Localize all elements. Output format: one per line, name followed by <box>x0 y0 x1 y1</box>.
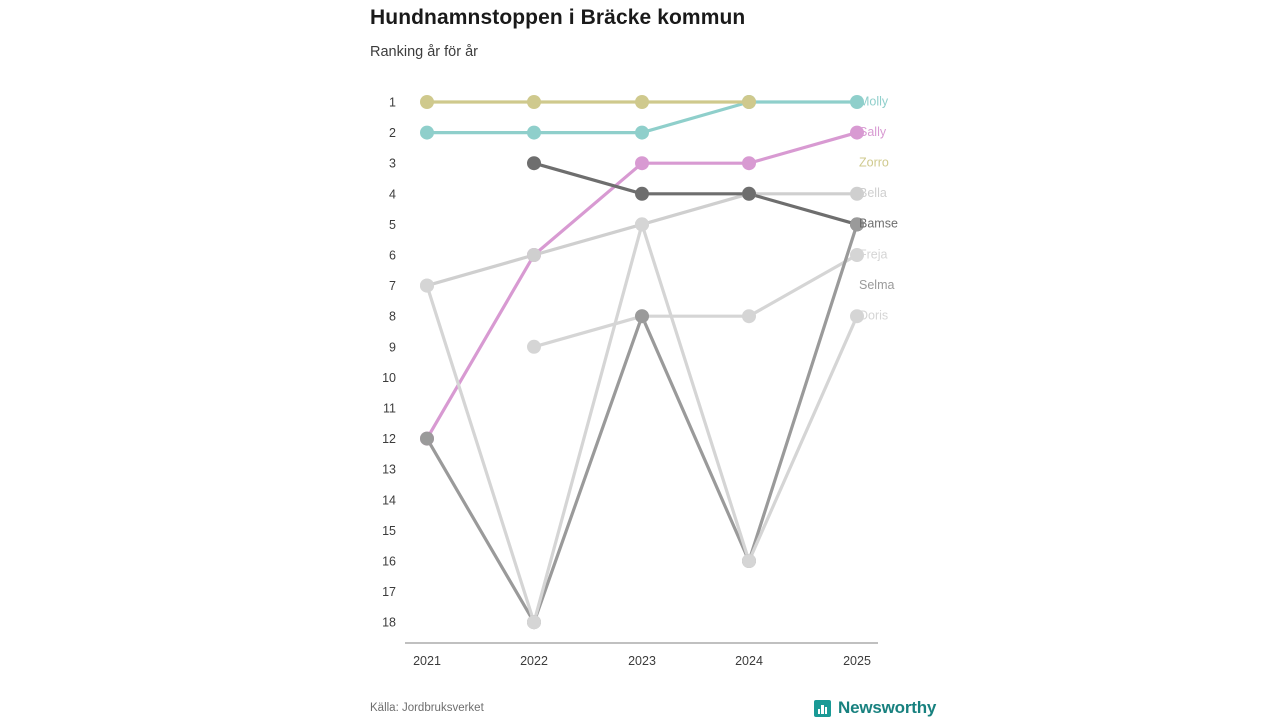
x-tick-label: 2025 <box>843 654 871 668</box>
y-tick-label: 18 <box>382 615 396 630</box>
y-tick-label: 13 <box>382 462 396 477</box>
page-title: Hundnamnstoppen i Bräcke kommun <box>370 6 746 29</box>
data-point <box>527 340 541 354</box>
series-label-molly: Molly <box>859 94 889 109</box>
x-axis-tick-labels <box>413 654 871 668</box>
data-point <box>635 187 649 201</box>
data-point <box>527 156 541 170</box>
data-point <box>527 615 541 629</box>
data-point <box>635 217 649 231</box>
data-point <box>635 126 649 140</box>
x-tick-label: 2022 <box>520 654 548 668</box>
series-line <box>427 133 857 439</box>
data-point <box>527 95 541 109</box>
series-label-selma: Selma <box>859 277 895 292</box>
brand-logo <box>814 698 936 718</box>
y-tick-label: 9 <box>389 340 396 355</box>
data-point <box>742 95 756 109</box>
y-tick-label: 7 <box>389 279 396 294</box>
y-tick-label: 15 <box>382 523 396 538</box>
y-tick-label: 2 <box>389 126 396 141</box>
source-note: Källa: Jordbruksverket <box>370 702 484 714</box>
y-axis-tick-labels <box>382 96 396 630</box>
data-point <box>635 156 649 170</box>
series-label-bella: Bella <box>859 186 887 201</box>
data-point <box>742 156 756 170</box>
series-label-zorro: Zorro <box>859 155 889 170</box>
x-tick-label: 2023 <box>628 654 656 668</box>
series-label-doris: Doris <box>859 308 889 323</box>
data-point <box>527 248 541 262</box>
y-tick-label: 4 <box>389 187 396 202</box>
page-subtitle: Ranking år för år <box>370 44 478 60</box>
data-point <box>742 554 756 568</box>
data-point <box>420 432 434 446</box>
y-tick-label: 6 <box>389 248 396 263</box>
y-tick-label: 1 <box>389 95 396 110</box>
y-tick-label: 3 <box>389 156 396 171</box>
y-tick-label: 10 <box>382 370 396 385</box>
series-label-sally: Sally <box>859 124 887 139</box>
series-label-freja: Freja <box>859 247 888 262</box>
y-tick-label: 16 <box>382 554 396 569</box>
y-tick-label: 14 <box>382 493 396 508</box>
data-point <box>420 95 434 109</box>
data-point <box>742 309 756 323</box>
y-tick-label: 17 <box>382 585 396 600</box>
x-tick-label: 2021 <box>413 654 441 668</box>
data-point <box>420 126 434 140</box>
data-point <box>635 309 649 323</box>
data-point <box>527 126 541 140</box>
series-line <box>534 255 857 347</box>
series-points <box>420 95 864 629</box>
data-point <box>420 279 434 293</box>
y-tick-label: 12 <box>382 432 396 447</box>
brand-name: Newsworthy <box>838 698 937 717</box>
y-tick-label: 5 <box>389 217 396 232</box>
data-point <box>742 187 756 201</box>
data-point <box>635 95 649 109</box>
x-tick-label: 2024 <box>735 654 763 668</box>
y-tick-label: 8 <box>389 309 396 324</box>
series-labels <box>859 94 898 322</box>
series-lines <box>427 102 857 622</box>
series-line <box>427 224 857 622</box>
series-label-bamse: Bamse <box>859 216 898 231</box>
bar-chart-icon <box>814 700 831 717</box>
y-tick-label: 11 <box>383 401 396 416</box>
